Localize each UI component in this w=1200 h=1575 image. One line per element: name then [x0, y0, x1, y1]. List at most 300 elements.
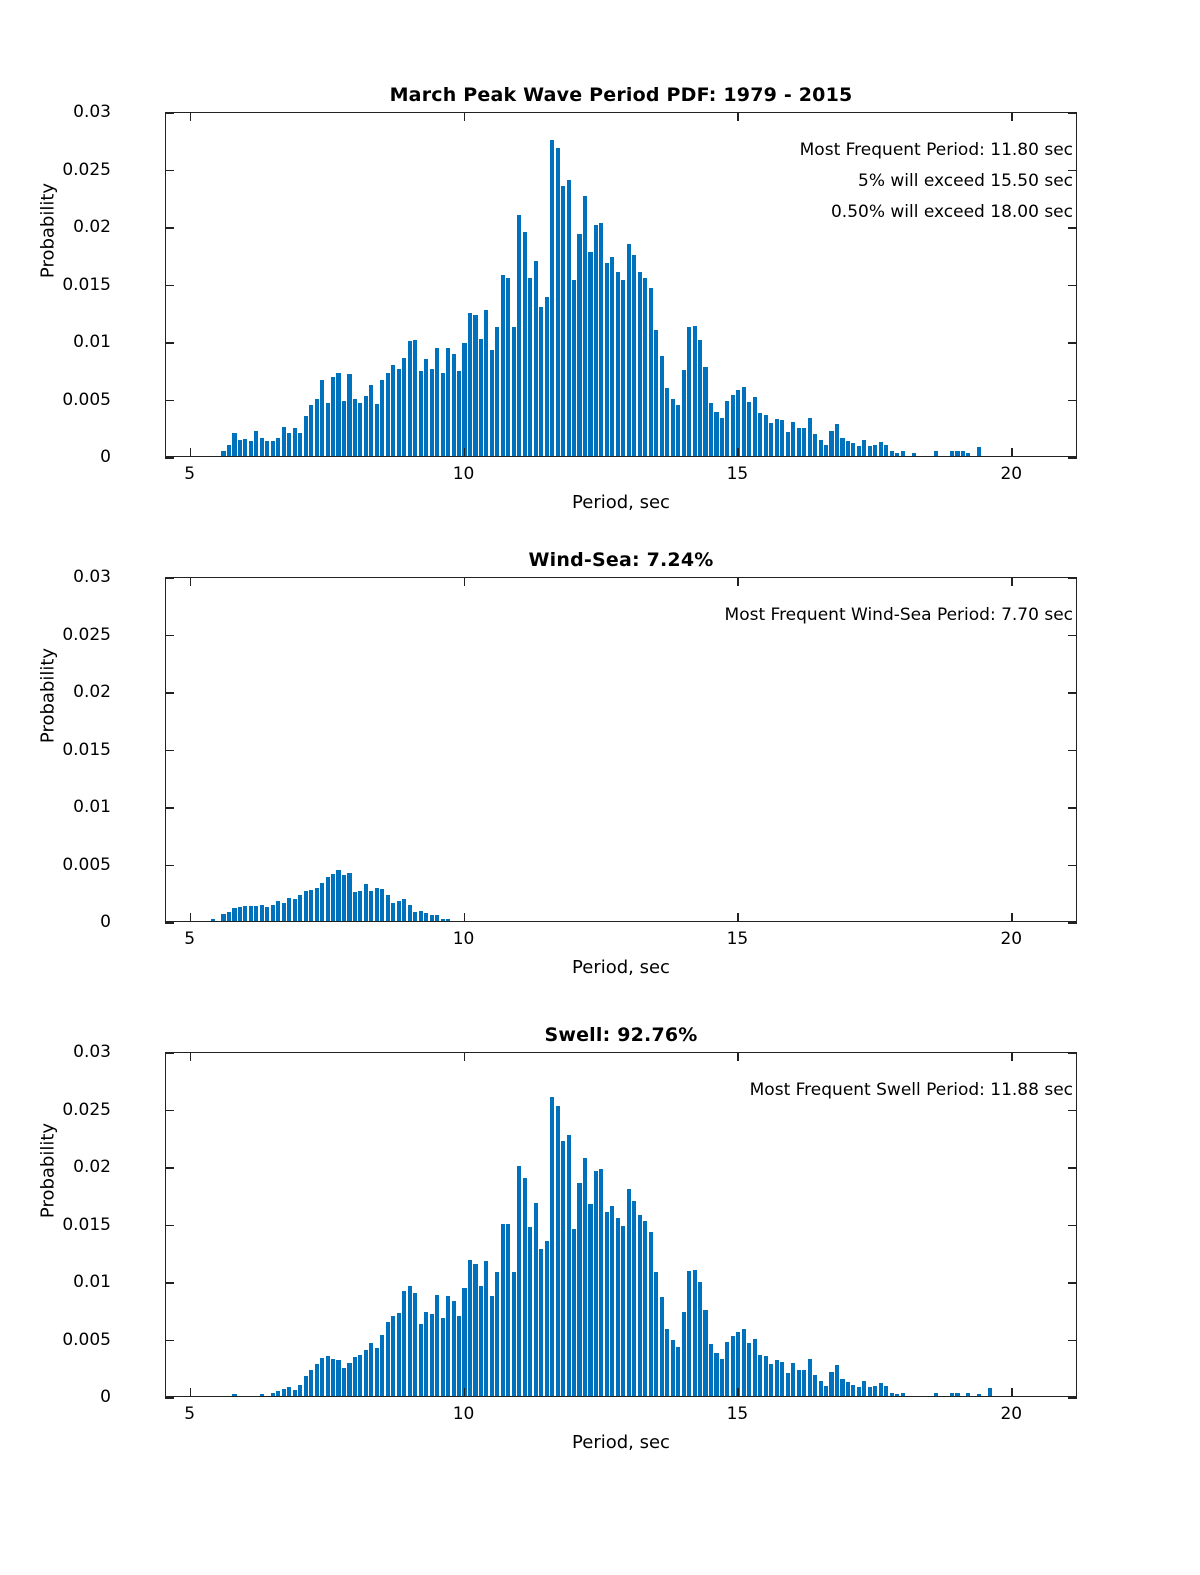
bar [271, 905, 275, 921]
y-tick-mark [165, 170, 174, 172]
bar [347, 873, 351, 921]
bar [912, 453, 916, 456]
bar [868, 1387, 872, 1396]
bar [397, 901, 401, 921]
y-axis-label-panel-3: Probability [37, 1122, 59, 1219]
bar [720, 418, 724, 456]
bar [594, 225, 598, 456]
y-tick-label: 0.01 [73, 797, 111, 817]
bar [347, 1363, 351, 1396]
bar [610, 1206, 614, 1396]
bar [353, 1357, 357, 1396]
bar [413, 340, 417, 456]
bar [873, 445, 877, 457]
bar [682, 370, 686, 456]
bar [391, 365, 395, 456]
bar [287, 1387, 291, 1396]
bar [315, 888, 319, 921]
x-axis-label-panel-2: Period, sec [572, 957, 670, 978]
bar [342, 1368, 346, 1396]
x-tick-label: 10 [452, 464, 475, 484]
bar [846, 1382, 850, 1396]
bar [336, 373, 340, 456]
y-tick-label: 0.025 [62, 1099, 111, 1120]
bar [813, 434, 817, 456]
bar [298, 433, 302, 456]
annotation-half-pct-exceed: 0.50% will exceed 18.00 sec [830, 202, 1073, 222]
bar [419, 371, 423, 456]
x-tick-label: 20 [1000, 929, 1023, 949]
bar [879, 442, 883, 456]
x-tick-label: 5 [184, 1404, 196, 1424]
bar [753, 1339, 757, 1397]
annotation-block-panel-3 [750, 1075, 1073, 1106]
bar [424, 913, 428, 921]
bar [413, 1293, 417, 1397]
y-tick-mark [165, 1340, 174, 1342]
y-tick-mark [165, 285, 174, 287]
bar [703, 367, 707, 456]
bar [665, 388, 669, 456]
bar [714, 1353, 718, 1396]
y-tick-mark [1068, 635, 1077, 637]
bar [473, 315, 477, 456]
bar [753, 397, 757, 456]
bar [282, 1389, 286, 1396]
y-axis-label-panel-2: Probability [37, 647, 59, 744]
bar [506, 278, 510, 456]
x-tick-mark [190, 1388, 192, 1397]
bar [391, 1316, 395, 1397]
bar [232, 433, 236, 456]
bar [851, 1385, 855, 1397]
bar [446, 348, 450, 456]
bar [523, 232, 527, 456]
bar [419, 1324, 423, 1396]
bar [331, 377, 335, 456]
bar [402, 899, 406, 921]
bar [703, 1310, 707, 1396]
bar [468, 1260, 472, 1396]
bar [528, 278, 532, 456]
bar [271, 441, 275, 456]
x-tick-mark [737, 1052, 739, 1061]
y-tick-mark [1068, 400, 1077, 402]
bar [452, 354, 456, 456]
y-tick-mark [165, 1110, 174, 1112]
bar [430, 1314, 434, 1396]
bar [446, 1296, 450, 1396]
bar [698, 1282, 702, 1396]
bar [227, 912, 231, 921]
y-tick-mark [165, 1282, 174, 1284]
y-tick-label: 0.015 [62, 1214, 111, 1235]
bar [632, 1201, 636, 1397]
bar [326, 877, 330, 921]
bar [660, 1297, 664, 1396]
bar [545, 1241, 549, 1396]
bar [884, 1386, 888, 1396]
y-tick-label: 0.03 [73, 567, 111, 587]
x-tick-mark [737, 112, 739, 121]
bar [621, 280, 625, 456]
bar [709, 403, 713, 456]
bar [386, 373, 390, 456]
bar [693, 1270, 697, 1397]
bar [358, 891, 362, 921]
bar [890, 451, 894, 456]
bar [797, 428, 801, 456]
bar [490, 1296, 494, 1396]
bar [523, 1178, 527, 1397]
bar [315, 399, 319, 457]
bar [901, 1393, 905, 1396]
bar [457, 1316, 461, 1397]
bar [594, 1171, 598, 1396]
bar [506, 1224, 510, 1397]
bar [331, 874, 335, 921]
bar [736, 390, 740, 456]
bar [676, 405, 680, 456]
x-tick-mark [1011, 577, 1013, 586]
y-tick-label: 0.02 [73, 682, 111, 702]
bar [638, 272, 642, 456]
bar [364, 396, 368, 456]
bar [430, 915, 434, 921]
y-tick-label: 0.005 [62, 389, 111, 410]
y-tick-label: 0 [100, 912, 111, 932]
bar [495, 1272, 499, 1396]
bar [627, 244, 631, 456]
y-tick-mark [1068, 1397, 1077, 1399]
bar [265, 441, 269, 456]
y-tick-mark [1068, 457, 1077, 459]
bar [550, 1097, 554, 1396]
bar [868, 446, 872, 456]
bar [238, 907, 242, 921]
x-tick-mark [190, 913, 192, 922]
bar [824, 1386, 828, 1396]
x-tick-mark [464, 913, 466, 922]
bar [484, 1261, 488, 1396]
annotation-block-panel-1 [800, 135, 1073, 228]
x-tick-mark [190, 1052, 192, 1061]
bar [556, 148, 560, 456]
bar [358, 403, 362, 456]
bar [955, 451, 959, 456]
bar [720, 1359, 724, 1396]
bar [232, 908, 236, 921]
bar [326, 1356, 330, 1396]
bar [829, 431, 833, 456]
chart-panel-swell [0, 1000, 1200, 1460]
bar [397, 369, 401, 456]
bar [380, 889, 384, 921]
bar [879, 1383, 883, 1396]
bar [808, 1359, 812, 1396]
bar [835, 1365, 839, 1396]
bar [243, 906, 247, 921]
x-tick-mark [1011, 913, 1013, 922]
y-tick-label: 0.02 [73, 1157, 111, 1177]
bar [873, 1386, 877, 1396]
bar [336, 870, 340, 921]
bar [786, 432, 790, 456]
y-tick-label: 0.03 [73, 102, 111, 122]
bar [725, 401, 729, 456]
bar [211, 919, 215, 921]
bar [550, 140, 554, 456]
bar [260, 438, 264, 456]
bar [479, 339, 483, 456]
annotation-most-frequent-wind-sea-period: Most Frequent Wind-Sea Period: 7.70 sec [724, 605, 1073, 625]
bar [528, 1227, 532, 1396]
bar [298, 895, 302, 921]
bar [588, 252, 592, 456]
bar [386, 895, 390, 921]
bar [671, 1340, 675, 1396]
y-axis-label-panel-1: Probability [37, 182, 59, 279]
bar [495, 327, 499, 456]
y-tick-mark [1068, 577, 1077, 579]
x-tick-label: 5 [184, 464, 196, 484]
bar [676, 1347, 680, 1396]
bar [238, 440, 242, 456]
bar [254, 906, 258, 921]
y-tick-mark [1068, 1052, 1077, 1054]
bar [649, 1232, 653, 1396]
y-tick-mark [1068, 285, 1077, 287]
bar [671, 399, 675, 457]
bar [561, 186, 565, 456]
bar [955, 1393, 959, 1396]
y-tick-label: 0.01 [73, 332, 111, 352]
bar [616, 1218, 620, 1396]
bar [326, 403, 330, 456]
x-tick-mark [464, 1052, 466, 1061]
x-tick-mark [1011, 112, 1013, 121]
bar [364, 884, 368, 921]
bar [556, 1106, 560, 1396]
bar [391, 903, 395, 921]
bar [369, 1343, 373, 1396]
bar [276, 901, 280, 921]
bar [884, 445, 888, 457]
x-axis-label-panel-1: Period, sec [572, 492, 670, 513]
x-tick-mark [464, 112, 466, 121]
x-tick-label: 15 [726, 929, 749, 949]
bar [588, 1204, 592, 1396]
y-tick-label: 0.005 [62, 854, 111, 875]
chart-panel-peak-period [0, 60, 1200, 515]
y-tick-label: 0.005 [62, 1329, 111, 1350]
bar [276, 438, 280, 456]
bar [577, 1183, 581, 1396]
bar [446, 919, 450, 921]
bar [260, 905, 264, 921]
bar [786, 1373, 790, 1396]
bar [424, 1312, 428, 1396]
bar [769, 423, 773, 456]
bar [347, 374, 351, 456]
bar [567, 180, 571, 456]
bar [698, 340, 702, 456]
y-tick-mark [1068, 1282, 1077, 1284]
bar [649, 288, 653, 456]
y-tick-mark [1068, 865, 1077, 867]
bar [572, 280, 576, 456]
y-tick-mark [1068, 922, 1077, 924]
y-tick-mark [165, 750, 174, 752]
bar [583, 1158, 587, 1396]
bar [829, 1372, 833, 1396]
y-tick-mark [1068, 807, 1077, 809]
panel-title-swell: Swell: 92.76% [544, 1024, 698, 1046]
bar [293, 428, 297, 456]
bar [840, 1379, 844, 1396]
x-tick-label: 15 [726, 464, 749, 484]
bar [934, 1393, 938, 1396]
bar [742, 1329, 746, 1396]
bar [621, 1226, 625, 1396]
x-tick-mark [737, 577, 739, 586]
bar [375, 404, 379, 456]
x-tick-mark [190, 577, 192, 586]
x-tick-mark [737, 448, 739, 457]
bar [780, 1362, 784, 1397]
x-tick-mark [190, 448, 192, 457]
bar [835, 424, 839, 456]
bar [627, 1189, 631, 1396]
bar [610, 257, 614, 456]
bar [862, 1381, 866, 1396]
bar [424, 359, 428, 456]
y-tick-mark [1068, 342, 1077, 344]
bar [654, 1272, 658, 1396]
bar [747, 1343, 751, 1396]
y-tick-mark [165, 807, 174, 809]
bar [336, 1360, 340, 1396]
x-tick-label: 5 [184, 929, 196, 949]
bar [304, 891, 308, 921]
bar [419, 911, 423, 921]
y-tick-mark [165, 1397, 174, 1399]
bar [742, 387, 746, 456]
y-tick-mark [165, 342, 174, 344]
y-tick-mark [165, 457, 174, 459]
bar [254, 431, 258, 456]
bar [309, 1370, 313, 1396]
bar [512, 327, 516, 456]
bar [293, 1390, 297, 1396]
bar [315, 1364, 319, 1396]
bar [819, 440, 823, 456]
annotation-5pct-exceed: 5% will exceed 15.50 sec [858, 171, 1073, 191]
bar [764, 1356, 768, 1396]
x-tick-mark [190, 112, 192, 121]
bar [632, 255, 636, 456]
y-tick-mark [165, 1225, 174, 1227]
bar [490, 350, 494, 456]
x-tick-mark [737, 1388, 739, 1397]
bar [808, 418, 812, 456]
bar [638, 1215, 642, 1396]
bar [539, 1249, 543, 1396]
bar [769, 1364, 773, 1396]
y-tick-label: 0.03 [73, 1042, 111, 1062]
bar [846, 441, 850, 456]
annotation-most-frequent-period: Most Frequent Period: 11.80 sec [799, 140, 1073, 160]
y-tick-label: 0 [100, 1387, 111, 1407]
bar [276, 1391, 280, 1396]
y-tick-mark [165, 1052, 174, 1054]
bar [484, 310, 488, 456]
y-tick-mark [165, 635, 174, 637]
bar [534, 1203, 538, 1396]
bar [764, 415, 768, 456]
bar [249, 441, 253, 456]
x-tick-label: 20 [1000, 464, 1023, 484]
y-tick-mark [165, 865, 174, 867]
y-tick-mark [165, 227, 174, 229]
bar [780, 420, 784, 456]
bar [473, 1264, 477, 1396]
bar [249, 906, 253, 921]
bar [966, 453, 970, 456]
y-tick-label: 0.025 [62, 624, 111, 645]
y-tick-mark [1068, 1167, 1077, 1169]
bar [430, 369, 434, 456]
bar [977, 447, 981, 456]
bar [441, 1318, 445, 1396]
bar [950, 451, 954, 456]
bar [517, 215, 521, 457]
bar [462, 1288, 466, 1396]
y-tick-label: 0.02 [73, 217, 111, 237]
bar [725, 1342, 729, 1396]
y-tick-mark [1068, 1225, 1077, 1227]
bar [320, 380, 324, 456]
bar [534, 261, 538, 457]
y-tick-label: 0 [100, 447, 111, 467]
bar [851, 443, 855, 456]
bar [501, 1224, 505, 1397]
y-tick-label: 0.015 [62, 739, 111, 760]
y-tick-mark [1068, 750, 1077, 752]
x-tick-mark [464, 1388, 466, 1397]
x-tick-mark [1011, 1052, 1013, 1061]
bar [665, 1329, 669, 1396]
y-tick-mark [1068, 1110, 1077, 1112]
bar [397, 1313, 401, 1396]
bar [791, 422, 795, 457]
bar [824, 445, 828, 457]
bar [232, 1394, 236, 1396]
bar [413, 912, 417, 921]
bar [227, 445, 231, 457]
bar [643, 278, 647, 456]
panel-title-peak-period: March Peak Wave Period PDF: 1979 - 2015 [389, 84, 853, 106]
bar [714, 412, 718, 456]
bar [386, 1322, 390, 1396]
bar [441, 919, 445, 921]
bar [501, 275, 505, 456]
bar [452, 1301, 456, 1396]
bar [293, 899, 297, 921]
bar [857, 446, 861, 456]
bar [687, 1271, 691, 1396]
bar [320, 883, 324, 921]
